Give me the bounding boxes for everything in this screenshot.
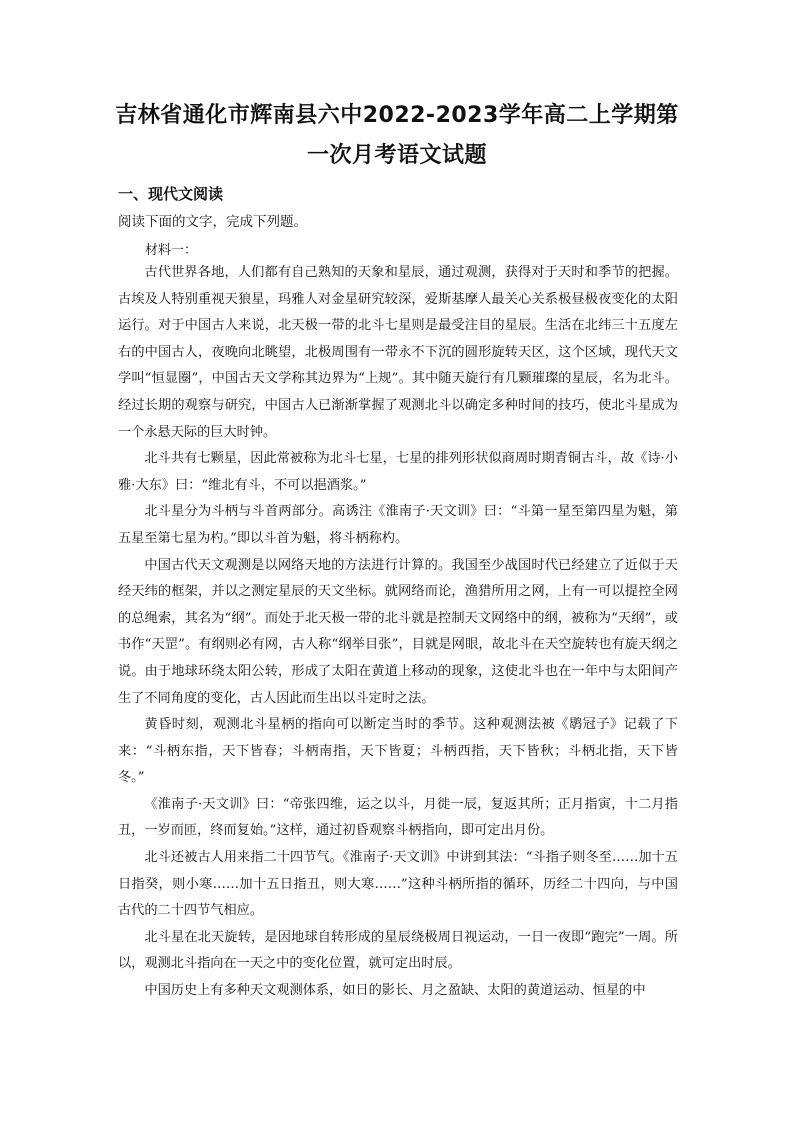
paragraph: 北斗共有七颗星，因此常被称为北斗七星，七星的排列形状似商周时期青铜古斗，故《诗·小雅·大东》曰：“维北有斗，不可以挹酒浆。” [118,451,678,493]
paragraph: 黄昏时刻，观测北斗星柄的指向可以断定当时的季节。这种观测法被《鹖冠子》记载了下来：“斗柄东指，天下皆春；斗柄南指，天下皆夏；斗柄西指，天下皆秋；斗柄北指，天下皆冬。” [118,717,678,786]
paragraph: 北斗星分为斗柄与斗首两部分。高诱注《淮南子·天文训》曰：“斗第一星至第四星为魁，第五星至第七星为杓。”即以斗首为魁，将斗柄称杓。 [118,504,678,546]
paragraph: 北斗星在北天旋转，是因地球自转形成的星辰绕极周日视运动，一日一夜即“跑完”一周。所以，观测北斗指向在一天之中的变化位置，就可定出时辰。 [118,929,678,972]
paragraph: 《淮南子·天文训》曰：“帝张四维，运之以斗，月徙一辰，复返其所；正月指寅，十二月指丑，一岁而匝，终而复始。”这样，通过初昏观察斗柄指向，即可定出月份。 [118,796,678,839]
document-title-line-2: 一次月考语文试题 [306,143,487,168]
paragraph: 北斗还被古人用来指二十四节气。《淮南子·天文训》中讲到其法：“斗指子则冬至……加十五日指癸，则小寒……加十五日指丑，则大寒……”这种斗柄所指的循环，历经二十四向，与中国古代的二十四节气相应。 [118,850,678,919]
paragraph: 中国古代天文观测是以网络天地的方法进行计算的。我国至少战国时代已经建立了近似于天经天纬的框架，并以之测定星辰的天文坐标。就网络而论，渔猎所用之网，上有一可以提控全网的总绳索，其名为“纲”。而处于北天极一带的北斗就是控制天文网络中的纲，被称为“天纲”，或书作“天罡”。有纲则必有网，古人称“纲举目张”，目就是网眼，故北斗在天空旋转也有旋天纲之说。由于地球环绕太阳公转，形成了太阳在黄道上移动的现象，这使北斗也在一年中与太阳间产生了不同角度的变化，古人因此而生出以斗定时之法。 [118,557,678,706]
reading-passage [118,260,678,1005]
reading-instruction: 阅读下面的文字，完成下列题。 [118,214,307,230]
paragraph: 古代世界各地，人们都有自己熟知的天象和星辰，通过观测，获得对于天时和季节的把握。古埃及人特别重视天狼星，玛雅人对金星研究较深，爱斯基摩人最关心关系极昼极夜变化的太阳运行。对于中国古人来说，北天极一带的北斗七星则是最受注目的星辰。生活在北纬三十五度左右的中国古人，夜晚向北眺望，北极周围有一带永不下沉的圆形旋转天区，这个区域，现代天文学叫“恒显圈”，中国古天文学称其边界为“上规”。其中随天旋行有几颗璀璨的星辰，名为北斗。经过长期的观察与研究，中国古人已渐渐掌握了观测北斗以确定多种时间的技巧，使北斗星成为一个永悬天际的巨大时钟。 [118,265,678,440]
section-heading: 一、现代文阅读 [118,185,224,203]
material-label: 材料一： [145,243,198,258]
paragraph: 中国历史上有多种天文观测体系，如日的影长、月之盈缺、太阳的黄道运动、恒星的中 [144,983,646,999]
document-title-line-1: 吉林省通化市辉南县六中2022-2023学年高二上学期第 [115,103,679,128]
